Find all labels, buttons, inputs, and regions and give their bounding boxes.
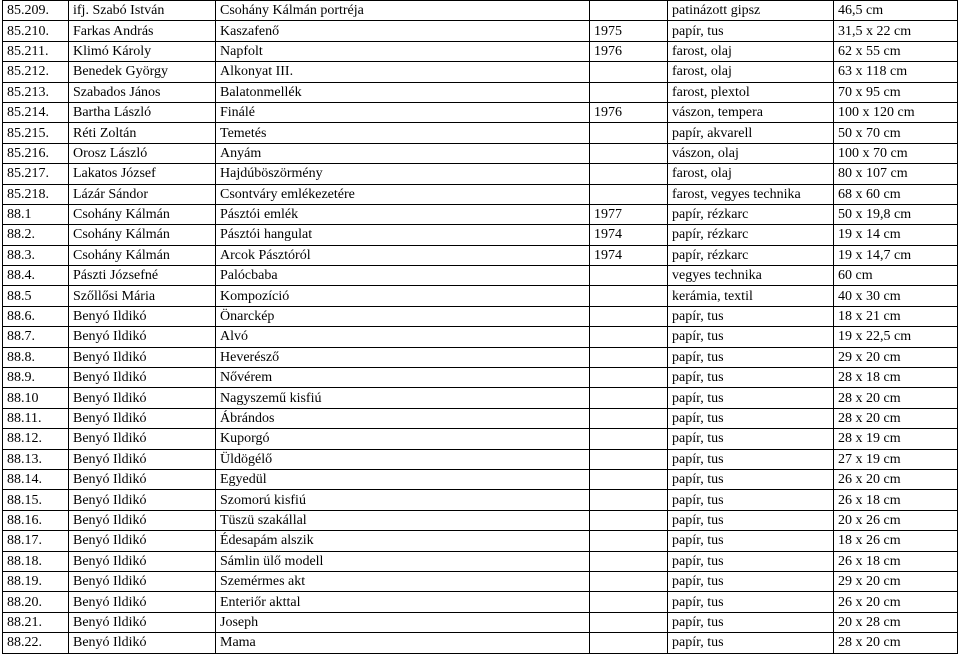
material-cell: farost, olaj bbox=[668, 164, 834, 184]
inventory-number-cell: 88.14. bbox=[3, 469, 69, 489]
year-cell bbox=[590, 368, 668, 388]
size-cell: 26 x 20 cm bbox=[834, 469, 958, 489]
year-cell bbox=[590, 408, 668, 428]
size-cell: 50 x 19,8 cm bbox=[834, 204, 958, 224]
table-row bbox=[3, 490, 958, 510]
material-cell: papír, rézkarc bbox=[668, 245, 834, 265]
size-cell: 18 x 21 cm bbox=[834, 306, 958, 326]
table-row bbox=[3, 347, 958, 367]
inventory-number-cell: 88.13. bbox=[3, 449, 69, 469]
title-cell: Enteriőr akttal bbox=[216, 592, 590, 612]
material-cell: farost, vegyes technika bbox=[668, 184, 834, 204]
artist-cell: Benyó Ildikó bbox=[69, 490, 216, 510]
inventory-number-cell: 88.22. bbox=[3, 633, 69, 653]
year-cell: 1976 bbox=[590, 102, 668, 122]
title-cell: Szemérmes akt bbox=[216, 571, 590, 591]
inventory-number-cell: 88.6. bbox=[3, 306, 69, 326]
artist-cell: Benedek György bbox=[69, 62, 216, 82]
year-cell bbox=[590, 266, 668, 286]
inventory-number-cell: 88.7. bbox=[3, 327, 69, 347]
inventory-number-cell: 88.12. bbox=[3, 429, 69, 449]
year-cell bbox=[590, 510, 668, 530]
table-row bbox=[3, 368, 958, 388]
title-cell: Nővérem bbox=[216, 368, 590, 388]
inventory-number-cell: 85.211. bbox=[3, 41, 69, 61]
inventory-number-cell: 85.215. bbox=[3, 123, 69, 143]
title-cell: Csohány Kálmán portréja bbox=[216, 1, 590, 21]
size-cell: 19 x 14 cm bbox=[834, 225, 958, 245]
material-cell: papír, tus bbox=[668, 510, 834, 530]
material-cell: papír, akvarell bbox=[668, 123, 834, 143]
material-cell: vegyes technika bbox=[668, 266, 834, 286]
table-row bbox=[3, 449, 958, 469]
size-cell: 29 x 20 cm bbox=[834, 347, 958, 367]
year-cell bbox=[590, 551, 668, 571]
material-cell: papír, tus bbox=[668, 327, 834, 347]
inventory-number-cell: 88.1 bbox=[3, 204, 69, 224]
inventory-number-cell: 88.19. bbox=[3, 571, 69, 591]
material-cell: papír, tus bbox=[668, 429, 834, 449]
title-cell: Palócbaba bbox=[216, 266, 590, 286]
artist-cell: Klimó Károly bbox=[69, 41, 216, 61]
table-row bbox=[3, 551, 958, 571]
table-row bbox=[3, 1, 958, 21]
table-row bbox=[3, 245, 958, 265]
year-cell bbox=[590, 490, 668, 510]
inventory-number-cell: 88.9. bbox=[3, 368, 69, 388]
size-cell: 80 x 107 cm bbox=[834, 164, 958, 184]
title-cell: Kompozíció bbox=[216, 286, 590, 306]
material-cell: papír, tus bbox=[668, 449, 834, 469]
year-cell bbox=[590, 143, 668, 163]
title-cell: Sámlin ülő modell bbox=[216, 551, 590, 571]
table-row bbox=[3, 633, 958, 653]
table-row bbox=[3, 41, 958, 61]
year-cell: 1977 bbox=[590, 204, 668, 224]
artist-cell: Lakatos József bbox=[69, 164, 216, 184]
inventory-number-cell: 88.18. bbox=[3, 551, 69, 571]
inventory-number-cell: 85.212. bbox=[3, 62, 69, 82]
material-cell: papír, tus bbox=[668, 592, 834, 612]
inventory-number-cell: 88.10 bbox=[3, 388, 69, 408]
title-cell: Balatonmellék bbox=[216, 82, 590, 102]
title-cell: Arcok Pásztóról bbox=[216, 245, 590, 265]
title-cell: Kaszafenő bbox=[216, 21, 590, 41]
artist-cell: Benyó Ildikó bbox=[69, 571, 216, 591]
table-row bbox=[3, 306, 958, 326]
size-cell: 28 x 20 cm bbox=[834, 408, 958, 428]
artist-cell: Réti Zoltán bbox=[69, 123, 216, 143]
title-cell: Szomorú kisfiú bbox=[216, 490, 590, 510]
inventory-number-cell: 88.3. bbox=[3, 245, 69, 265]
title-cell: Temetés bbox=[216, 123, 590, 143]
year-cell bbox=[590, 612, 668, 632]
artist-cell: Csohány Kálmán bbox=[69, 245, 216, 265]
year-cell: 1975 bbox=[590, 21, 668, 41]
artist-cell: Csohány Kálmán bbox=[69, 204, 216, 224]
title-cell: Egyedül bbox=[216, 469, 590, 489]
table-row bbox=[3, 266, 958, 286]
table-row bbox=[3, 123, 958, 143]
artist-cell: Benyó Ildikó bbox=[69, 510, 216, 530]
size-cell: 19 x 14,7 cm bbox=[834, 245, 958, 265]
year-cell bbox=[590, 164, 668, 184]
table-row bbox=[3, 408, 958, 428]
material-cell: farost, plextol bbox=[668, 82, 834, 102]
material-cell: kerámia, textil bbox=[668, 286, 834, 306]
title-cell: Alvó bbox=[216, 327, 590, 347]
title-cell: Heverésző bbox=[216, 347, 590, 367]
material-cell: farost, olaj bbox=[668, 41, 834, 61]
inventory-number-cell: 88.20. bbox=[3, 592, 69, 612]
material-cell: papír, tus bbox=[668, 551, 834, 571]
size-cell: 20 x 28 cm bbox=[834, 612, 958, 632]
inventory-number-cell: 88.16. bbox=[3, 510, 69, 530]
table-row bbox=[3, 164, 958, 184]
size-cell: 27 x 19 cm bbox=[834, 449, 958, 469]
material-cell: papír, tus bbox=[668, 490, 834, 510]
title-cell: Anyám bbox=[216, 143, 590, 163]
material-cell: papír, tus bbox=[668, 469, 834, 489]
table-row bbox=[3, 225, 958, 245]
artist-cell: Benyó Ildikó bbox=[69, 429, 216, 449]
size-cell: 100 x 70 cm bbox=[834, 143, 958, 163]
year-cell bbox=[590, 327, 668, 347]
artist-cell: ifj. Szabó István bbox=[69, 1, 216, 21]
size-cell: 50 x 70 cm bbox=[834, 123, 958, 143]
size-cell: 28 x 20 cm bbox=[834, 633, 958, 653]
material-cell: papír, tus bbox=[668, 347, 834, 367]
inventory-table bbox=[2, 0, 958, 654]
artist-cell: Benyó Ildikó bbox=[69, 592, 216, 612]
title-cell: Édesapám alszik bbox=[216, 531, 590, 551]
inventory-number-cell: 85.214. bbox=[3, 102, 69, 122]
artist-cell: Csohány Kálmán bbox=[69, 225, 216, 245]
year-cell bbox=[590, 571, 668, 591]
size-cell: 20 x 26 cm bbox=[834, 510, 958, 530]
year-cell bbox=[590, 306, 668, 326]
material-cell: vászon, tempera bbox=[668, 102, 834, 122]
table-row bbox=[3, 184, 958, 204]
size-cell: 18 x 26 cm bbox=[834, 531, 958, 551]
title-cell: Napfolt bbox=[216, 41, 590, 61]
size-cell: 100 x 120 cm bbox=[834, 102, 958, 122]
table-row bbox=[3, 327, 958, 347]
year-cell bbox=[590, 633, 668, 653]
table-row bbox=[3, 469, 958, 489]
artist-cell: Szabados János bbox=[69, 82, 216, 102]
year-cell: 1974 bbox=[590, 245, 668, 265]
material-cell: papír, tus bbox=[668, 408, 834, 428]
title-cell: Kuporgó bbox=[216, 429, 590, 449]
size-cell: 29 x 20 cm bbox=[834, 571, 958, 591]
title-cell: Tüszü szakállal bbox=[216, 510, 590, 530]
size-cell: 26 x 20 cm bbox=[834, 592, 958, 612]
table-row bbox=[3, 82, 958, 102]
artist-cell: Benyó Ildikó bbox=[69, 469, 216, 489]
size-cell: 70 x 95 cm bbox=[834, 82, 958, 102]
material-cell: papír, tus bbox=[668, 306, 834, 326]
material-cell: papír, tus bbox=[668, 531, 834, 551]
inventory-number-cell: 85.216. bbox=[3, 143, 69, 163]
table-row bbox=[3, 204, 958, 224]
table-row bbox=[3, 102, 958, 122]
title-cell: Üldögélő bbox=[216, 449, 590, 469]
material-cell: papír, rézkarc bbox=[668, 225, 834, 245]
inventory-number-cell: 88.11. bbox=[3, 408, 69, 428]
table-row bbox=[3, 510, 958, 530]
inventory-number-cell: 88.5 bbox=[3, 286, 69, 306]
year-cell bbox=[590, 1, 668, 21]
year-cell bbox=[590, 449, 668, 469]
artist-cell: Benyó Ildikó bbox=[69, 368, 216, 388]
size-cell: 26 x 18 cm bbox=[834, 551, 958, 571]
year-cell bbox=[590, 62, 668, 82]
title-cell: Hajdúböszörmény bbox=[216, 164, 590, 184]
artist-cell: Benyó Ildikó bbox=[69, 633, 216, 653]
year-cell bbox=[590, 286, 668, 306]
inventory-number-cell: 85.210. bbox=[3, 21, 69, 41]
table-row bbox=[3, 592, 958, 612]
table-row bbox=[3, 62, 958, 82]
title-cell: Mama bbox=[216, 633, 590, 653]
material-cell: papír, tus bbox=[668, 388, 834, 408]
table-row bbox=[3, 531, 958, 551]
inventory-number-cell: 88.8. bbox=[3, 347, 69, 367]
title-cell: Finálé bbox=[216, 102, 590, 122]
artist-cell: Benyó Ildikó bbox=[69, 531, 216, 551]
year-cell bbox=[590, 388, 668, 408]
material-cell: papír, tus bbox=[668, 612, 834, 632]
inventory-number-cell: 85.209. bbox=[3, 1, 69, 21]
year-cell: 1974 bbox=[590, 225, 668, 245]
table-row bbox=[3, 429, 958, 449]
table-row bbox=[3, 286, 958, 306]
title-cell: Pásztói hangulat bbox=[216, 225, 590, 245]
material-cell: papír, rézkarc bbox=[668, 204, 834, 224]
size-cell: 62 x 55 cm bbox=[834, 41, 958, 61]
material-cell: vászon, olaj bbox=[668, 143, 834, 163]
material-cell: patinázott gipsz bbox=[668, 1, 834, 21]
title-cell: Ábrándos bbox=[216, 408, 590, 428]
artist-cell: Benyó Ildikó bbox=[69, 449, 216, 469]
artist-cell: Benyó Ildikó bbox=[69, 327, 216, 347]
size-cell: 60 cm bbox=[834, 266, 958, 286]
table-row bbox=[3, 21, 958, 41]
title-cell: Nagyszemű kisfiú bbox=[216, 388, 590, 408]
artist-cell: Benyó Ildikó bbox=[69, 306, 216, 326]
inventory-number-cell: 88.2. bbox=[3, 225, 69, 245]
inventory-number-cell: 88.4. bbox=[3, 266, 69, 286]
material-cell: papír, tus bbox=[668, 571, 834, 591]
size-cell: 28 x 20 cm bbox=[834, 388, 958, 408]
size-cell: 28 x 19 cm bbox=[834, 429, 958, 449]
year-cell bbox=[590, 592, 668, 612]
title-cell: Joseph bbox=[216, 612, 590, 632]
inventory-number-cell: 88.21. bbox=[3, 612, 69, 632]
artist-cell: Lázár Sándor bbox=[69, 184, 216, 204]
artist-cell: Benyó Ildikó bbox=[69, 388, 216, 408]
inventory-number-cell: 85.213. bbox=[3, 82, 69, 102]
year-cell: 1976 bbox=[590, 41, 668, 61]
inventory-number-cell: 85.217. bbox=[3, 164, 69, 184]
artist-cell: Bartha László bbox=[69, 102, 216, 122]
title-cell: Önarckép bbox=[216, 306, 590, 326]
year-cell bbox=[590, 531, 668, 551]
material-cell: papír, tus bbox=[668, 21, 834, 41]
year-cell bbox=[590, 469, 668, 489]
material-cell: farost, olaj bbox=[668, 62, 834, 82]
title-cell: Pásztói emlék bbox=[216, 204, 590, 224]
size-cell: 68 x 60 cm bbox=[834, 184, 958, 204]
artist-cell: Benyó Ildikó bbox=[69, 551, 216, 571]
year-cell bbox=[590, 347, 668, 367]
inventory-table-body bbox=[3, 1, 958, 654]
material-cell: papír, tus bbox=[668, 633, 834, 653]
size-cell: 46,5 cm bbox=[834, 1, 958, 21]
inventory-number-cell: 88.15. bbox=[3, 490, 69, 510]
year-cell bbox=[590, 184, 668, 204]
table-row bbox=[3, 388, 958, 408]
artist-cell: Benyó Ildikó bbox=[69, 408, 216, 428]
table-row bbox=[3, 143, 958, 163]
size-cell: 26 x 18 cm bbox=[834, 490, 958, 510]
artist-cell: Szőllősi Mária bbox=[69, 286, 216, 306]
artist-cell: Pászti Józsefné bbox=[69, 266, 216, 286]
size-cell: 19 x 22,5 cm bbox=[834, 327, 958, 347]
artist-cell: Orosz László bbox=[69, 143, 216, 163]
year-cell bbox=[590, 82, 668, 102]
inventory-number-cell: 85.218. bbox=[3, 184, 69, 204]
artist-cell: Benyó Ildikó bbox=[69, 347, 216, 367]
year-cell bbox=[590, 123, 668, 143]
size-cell: 31,5 x 22 cm bbox=[834, 21, 958, 41]
artist-cell: Farkas András bbox=[69, 21, 216, 41]
table-row bbox=[3, 612, 958, 632]
title-cell: Alkonyat III. bbox=[216, 62, 590, 82]
artist-cell: Benyó Ildikó bbox=[69, 612, 216, 632]
size-cell: 63 x 118 cm bbox=[834, 62, 958, 82]
table-row bbox=[3, 571, 958, 591]
inventory-number-cell: 88.17. bbox=[3, 531, 69, 551]
size-cell: 40 x 30 cm bbox=[834, 286, 958, 306]
year-cell bbox=[590, 429, 668, 449]
material-cell: papír, tus bbox=[668, 368, 834, 388]
size-cell: 28 x 18 cm bbox=[834, 368, 958, 388]
title-cell: Csontváry emlékezetére bbox=[216, 184, 590, 204]
